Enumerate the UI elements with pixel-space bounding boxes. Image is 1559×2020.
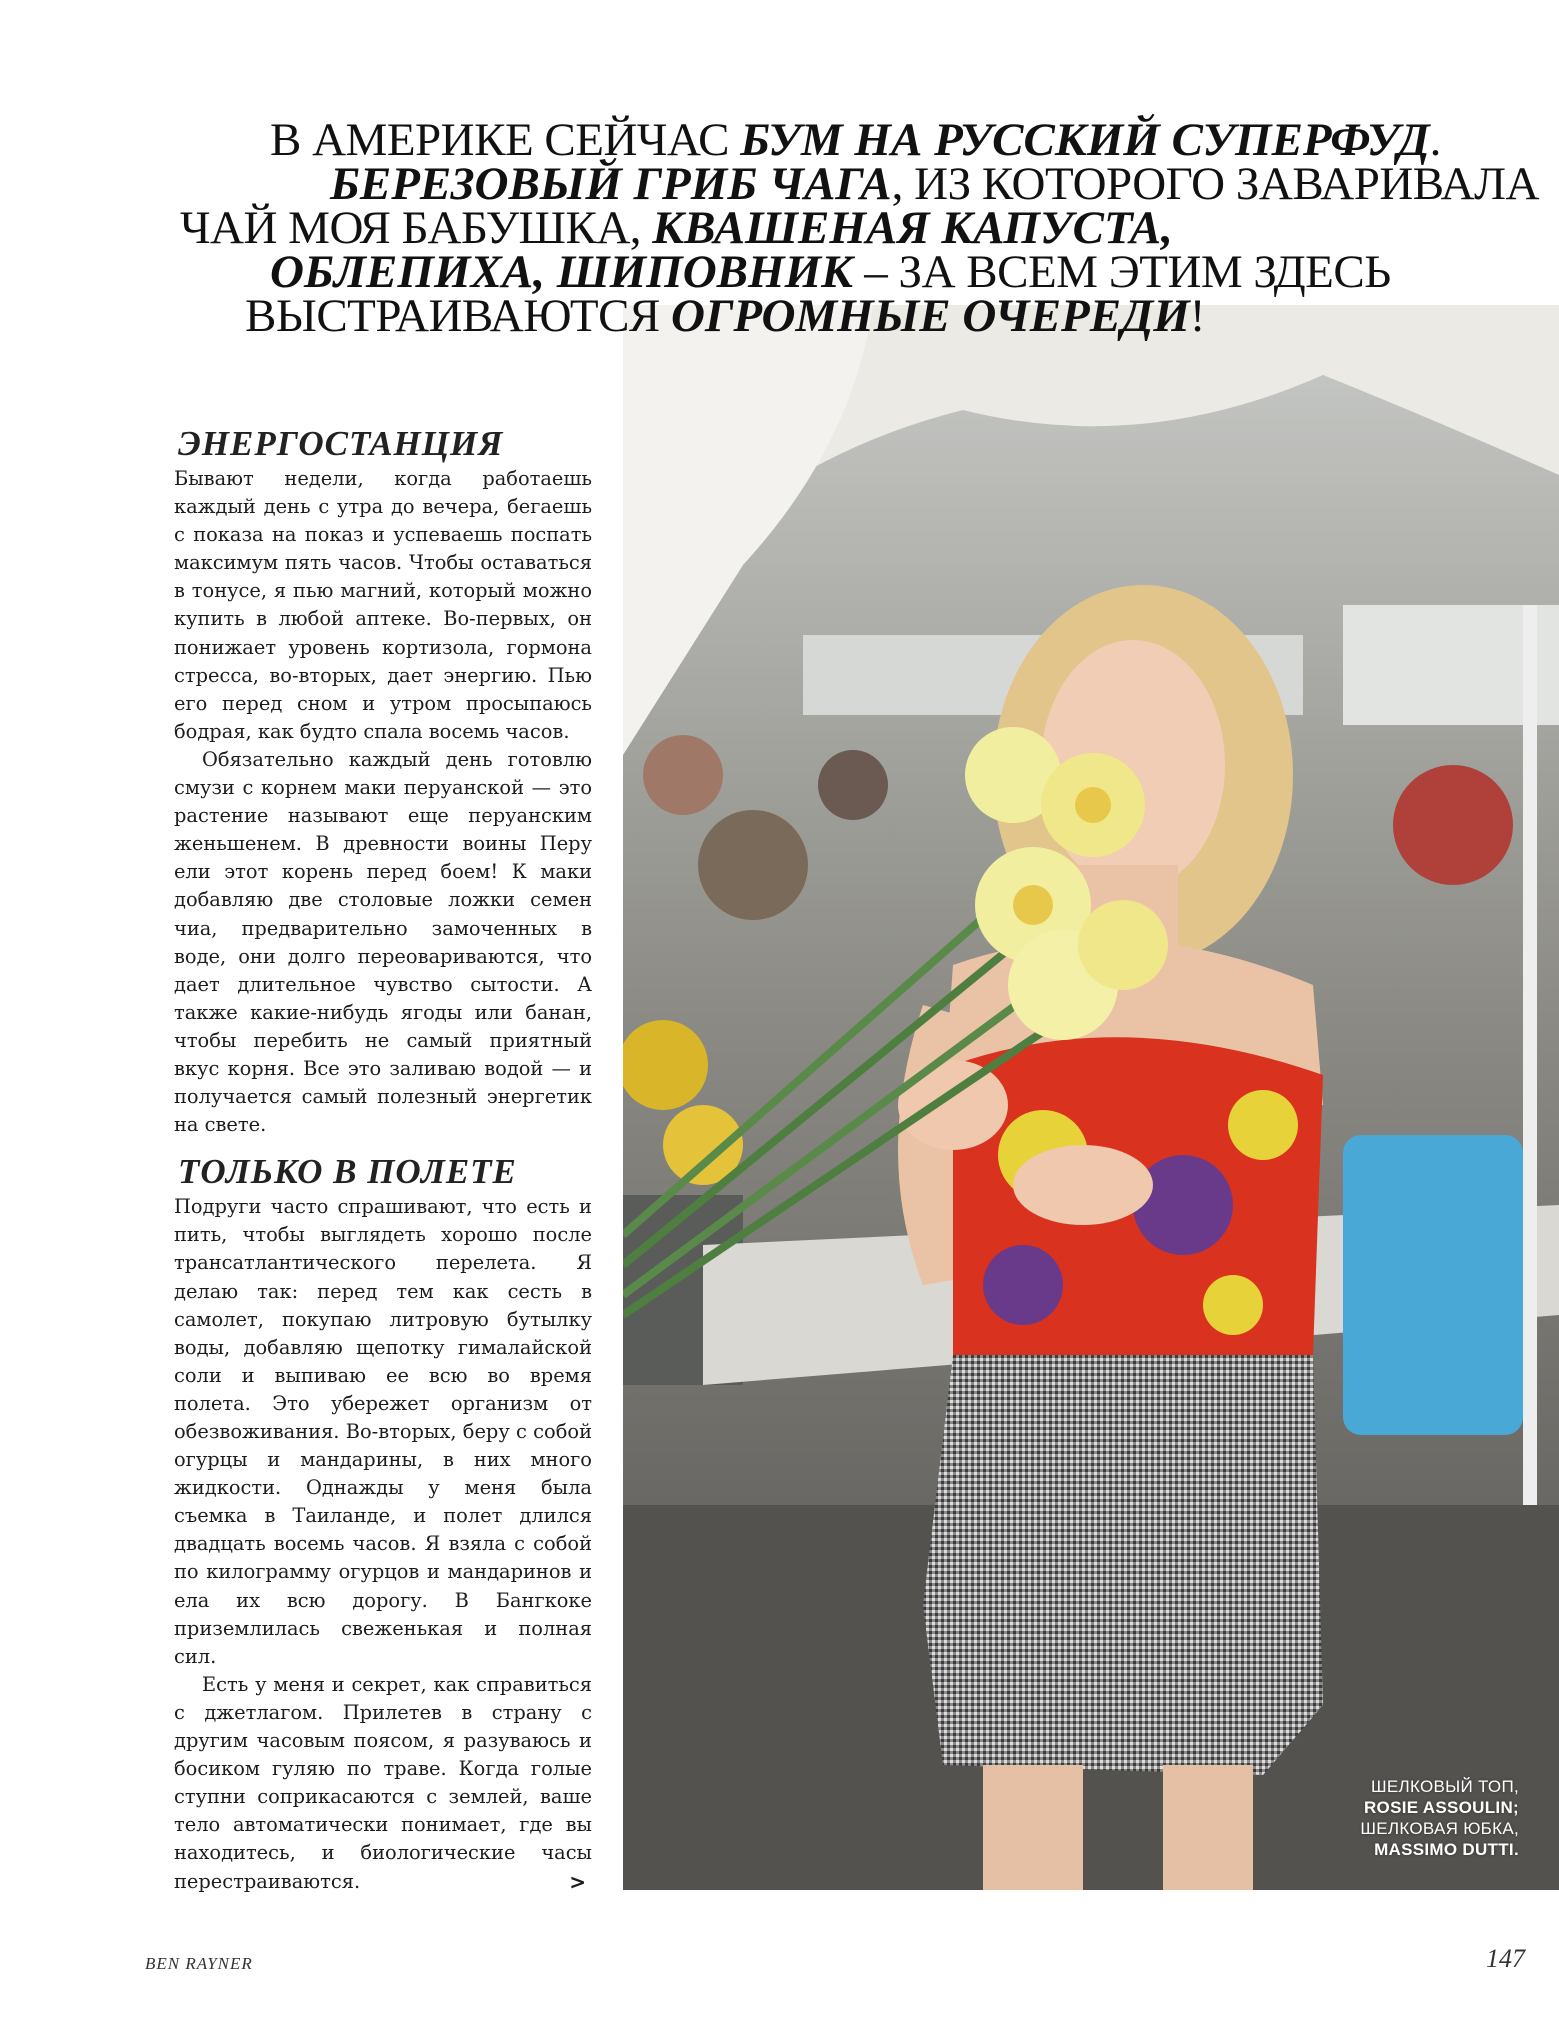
caption-brand: ROSIE ASSOULIN; bbox=[1363, 1798, 1519, 1817]
continue-arrow-icon: > bbox=[569, 1869, 586, 1894]
section-title: ТОЛЬКО В ПОЛЕТЕ bbox=[178, 1152, 517, 1192]
paragraph: Подруги часто спрашивают, что есть и пить, чтобы выглядеть хорошо после трансатлантического перелета. Я делаю так: перед тем как сесть в самолет, покупаю литровую бутылку воды, добавляю щепотку гималайской соли и выпиваю ее всю во время полета. Это убережет организм от обезвоживания. Во-вторых, беру с собой огурцы и мандарины, в них много жидкости. Однажды у меня была съемка в Таиланде, и полет длился двадцать восемь часов. Я взяла с собой по килограмму огурцов и мандаринов и ела их всю дорогу. В Бангкоке приземлилась свеженькая и полная сил. bbox=[174, 1195, 592, 1668]
headline-text: В АМЕРИКЕ СЕЙЧАС bbox=[270, 114, 741, 166]
article-column bbox=[174, 425, 592, 1896]
photo-credit: BEN RAYNER bbox=[145, 1954, 253, 1973]
caption-brand: MASSIMO DUTTI. bbox=[1374, 1840, 1519, 1859]
page-number: 147 bbox=[1486, 1944, 1525, 1973]
headline-text: – ЗА ВСЕМ ЭТИМ ЗДЕСЬ bbox=[853, 246, 1391, 298]
caption-line: ШЕЛКОВЫЙ ТОП, bbox=[1370, 1777, 1519, 1796]
paragraph-text: Есть у меня и секрет, как справиться с джетлагом. Прилетев в страну с другим часовым поясом, я разуваюсь и босиком гуляю по траве. Когда голые ступни соприкасаются с землей, ваше тело автоматически понимает, где вы находитесь, и биологические часы перестраиваются. bbox=[174, 1672, 592, 1893]
caption-brand-name: MASSIMO DUTTI bbox=[1374, 1840, 1514, 1859]
headline-line-1 bbox=[150, 114, 1470, 166]
headline-line-2 bbox=[150, 158, 1539, 210]
headline-text: , ИЗ КОТОРОГО ЗАВАРИВАЛА bbox=[891, 158, 1539, 210]
section-title: ЭНЕРГОСТАНЦИЯ bbox=[178, 424, 504, 463]
headline-line-3 bbox=[150, 202, 1470, 254]
headline-text: ВЫСТРАИВАЮТСЯ bbox=[245, 290, 672, 342]
model-photo bbox=[623, 305, 1559, 1890]
headline-emphasis: БУМ НА РУССКИЙ СУПЕРФУД bbox=[740, 114, 1430, 166]
paragraph: Бывают недели, когда работаешь каждый день с утра до вечера, бегаешь с показа на показ и успеваешь поспать максимум пять часов. Чтобы оставаться в тонусе, я пью магний, который можно купить в любой аптеке. Во-первых, он понижает уровень кортизола, гормона стресса, во-вторых, дает энергию. Пью его перед сном и утром просыпаюсь бодрая, как будто спала восемь часов. bbox=[174, 467, 592, 743]
headline-emphasis: БЕРЕЗОВЫЙ ГРИБ ЧАГА bbox=[330, 158, 892, 210]
headline-emphasis: ОГРОМНЫЕ ОЧЕРЕДИ bbox=[671, 290, 1190, 342]
headline-text: . bbox=[1429, 114, 1441, 166]
headline-line-4 bbox=[150, 246, 1470, 298]
photo-illustration bbox=[623, 305, 1559, 1890]
pull-quote-headline bbox=[150, 114, 1539, 342]
headline-emphasis: ОБЛЕПИХА, ШИПОВНИК bbox=[270, 246, 854, 298]
paragraph: Обязательно каждый день готовлю смузи с корнем маки перуанской — это растение называют еще перуанским женьшенем. В древности воины Перу ели этот корень перед боем! К маки добавляю две столовые ложки семен чиа, предварительно замоченных в воде, они долго переовариваются, что дает длительное чувство сытости. А также какие-нибудь ягоды или банан, чтобы перебить не самый приятный вкус корня. Все это заливаю водой — и получается самый полезный энергетик на свете. bbox=[174, 747, 592, 1137]
caption-line: ШЕЛКОВАЯ ЮБКА, bbox=[1360, 1819, 1519, 1838]
headline-emphasis: КВАШЕНАЯ КАПУСТА, bbox=[652, 202, 1173, 254]
headline-text: ЧАЙ МОЯ БАБУШКА, bbox=[180, 202, 653, 254]
headline-text: ! bbox=[1189, 290, 1205, 342]
caption-brand-name: ROSIE ASSOULIN bbox=[1363, 1798, 1514, 1817]
headline-line-5 bbox=[150, 290, 1470, 342]
fashion-caption bbox=[1360, 1776, 1519, 1860]
paragraph bbox=[174, 1671, 592, 1896]
